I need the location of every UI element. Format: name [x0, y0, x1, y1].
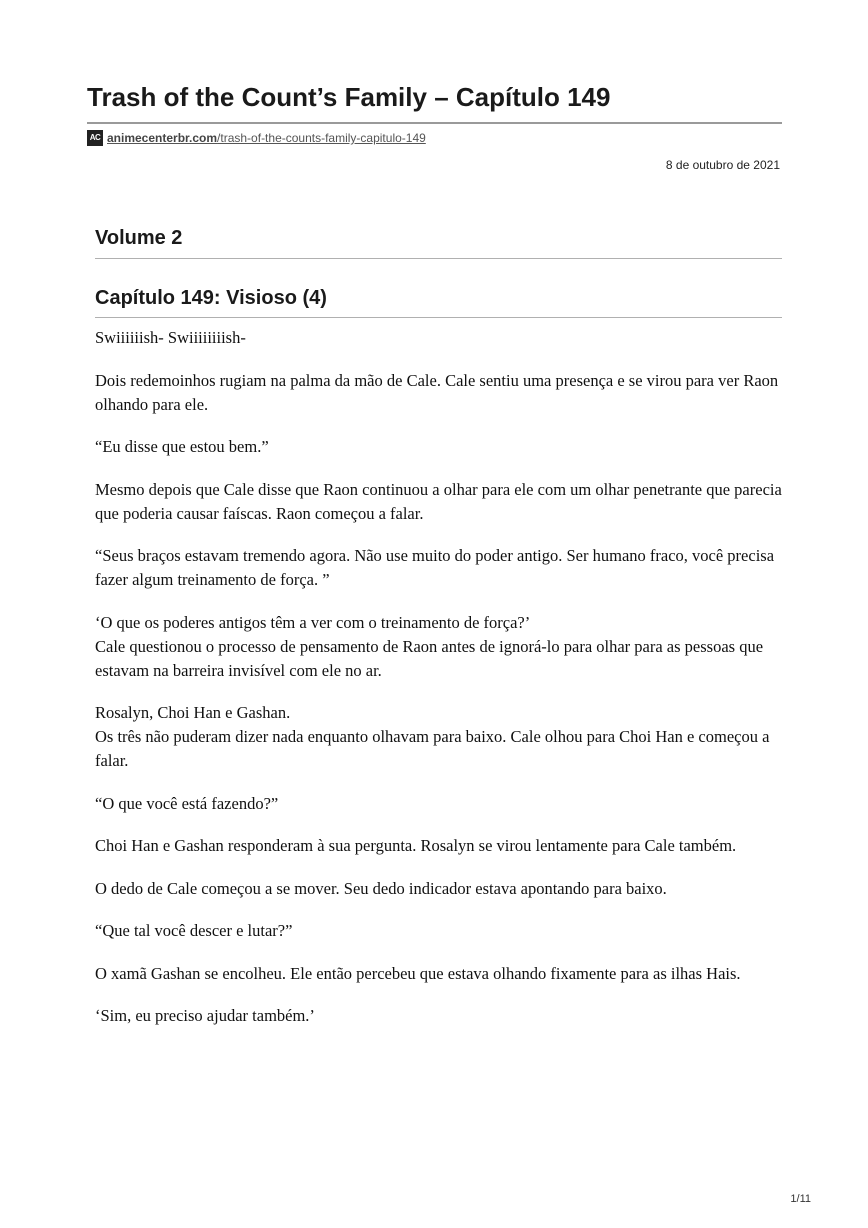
page-number: 1/11	[790, 1193, 811, 1205]
site-logo-icon: AC	[87, 130, 103, 146]
paragraph	[95, 435, 785, 459]
paragraph-line: O xamã Gashan se encolheu. Ele então percebeu que estava olhando fixamente para as ilhas Hais.	[95, 963, 741, 983]
chapter-body	[95, 326, 785, 1047]
paragraph-line: “Eu disse que estou bem.”	[95, 437, 269, 456]
volume-heading: Volume 2	[95, 227, 183, 249]
volume-divider	[95, 258, 782, 259]
paragraph-line: “O que você está fazendo?”	[95, 793, 279, 813]
paragraph	[95, 919, 785, 943]
paragraph	[95, 1004, 785, 1028]
chapter-divider	[95, 317, 782, 318]
paragraph-line: ‘Sim, eu preciso ajudar também.’	[95, 1006, 315, 1025]
paragraph-line: “Que tal você descer e lutar?”	[95, 921, 293, 940]
source-domain: animecenterbr.com	[107, 131, 218, 145]
source-path: /trash-of-the-counts-family-capitulo-149	[217, 131, 426, 145]
publish-date: 8 de outubro de 2021	[665, 158, 780, 172]
source-line	[87, 130, 426, 146]
paragraph-line: ‘O que os poderes antigos têm a ver com o treinamento de força?’	[95, 612, 531, 632]
paragraph-line: Dois redemoinhos rugiam na palma da mão de Cale. Cale sentiu uma presença e se virou para ver Raon olhando para ele.	[95, 370, 779, 414]
chapter-heading: Capítulo 149: Visioso (4)	[95, 287, 327, 309]
paragraph	[95, 326, 785, 350]
paragraph-line: Os três não puderam dizer nada enquanto olhavam para baixo. Cale olhou para Choi Han e começou a falar.	[95, 727, 770, 770]
paragraph-line: Choi Han e Gashan responderam à sua pergunta. Rosalyn se virou lentamente para Cale também.	[95, 836, 737, 855]
paragraph-line: Swiiiiiish- Swiiiiiiiish-	[95, 328, 246, 347]
paragraph	[95, 877, 785, 901]
paragraph-line: Rosalyn, Choi Han e Gashan.	[95, 703, 291, 722]
paragraph-line: Mesmo depois que Cale disse que Raon continuou a olhar para ele com um olhar penetrante que parecia que poderia causar faíscas. Raon começou a falar.	[95, 479, 782, 523]
paragraph-line: “Seus braços estavam tremendo agora. Não use muito do poder antigo. Ser humano fraco, você precisa fazer algum treinamento de força. ”	[95, 546, 775, 589]
paragraph-line: O dedo de Cale começou a se mover. Seu dedo indicador estava apontando para baixo.	[95, 878, 667, 898]
paragraph	[95, 834, 785, 858]
page-title: Trash of the Count’s Family – Capítulo 149	[87, 82, 611, 112]
title-divider	[87, 122, 782, 124]
source-link[interactable]	[107, 130, 426, 146]
paragraph	[95, 962, 785, 986]
paragraph	[95, 369, 785, 417]
paragraph	[95, 701, 785, 773]
paragraph-line: Cale questionou o processo de pensamento de Raon antes de ignorá-lo para olhar para as pessoas que estavam na barreira invisível com ele no ar.	[95, 636, 764, 680]
paragraph	[95, 611, 785, 683]
paragraph	[95, 544, 785, 592]
paragraph	[95, 478, 785, 526]
paragraph	[95, 792, 785, 816]
